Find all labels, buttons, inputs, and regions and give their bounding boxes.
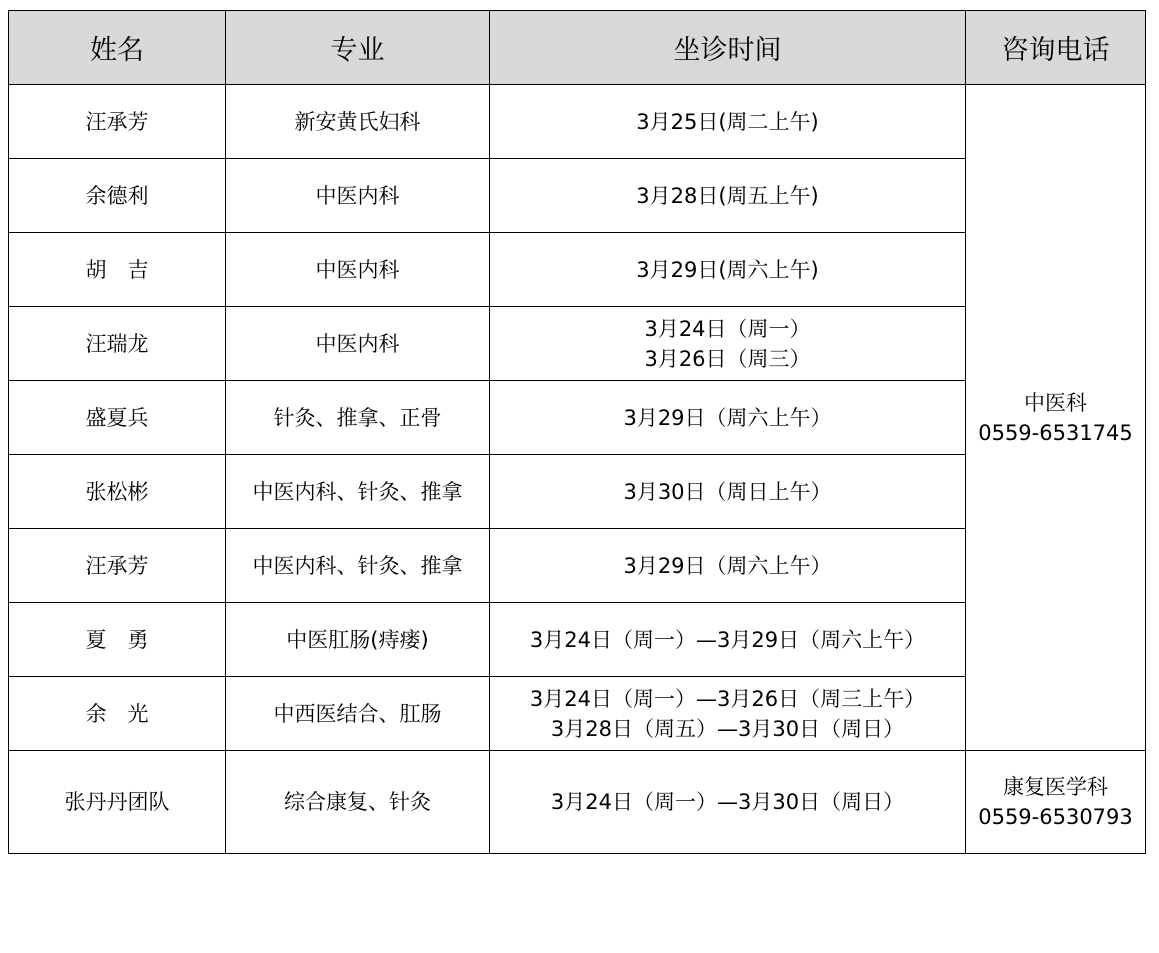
clinic-time [490, 381, 966, 455]
doctor-specialty: 中医内科 [226, 307, 490, 381]
contact-cell-rehab [966, 751, 1146, 854]
clinic-time [490, 529, 966, 603]
doctor-name: 盛夏兵 [9, 381, 226, 455]
table-body [9, 85, 1146, 854]
contact-phone: 0559-6530793 [978, 805, 1133, 829]
doctor-name: 余德利 [9, 159, 226, 233]
table-header [9, 11, 1146, 85]
clinic-time [490, 455, 966, 529]
clinic-time-line: 3月29日（周六上午） [623, 405, 832, 430]
clinic-time-line: 3月28日(周五上午) [636, 183, 819, 208]
doctor-name: 胡 吉 [9, 233, 226, 307]
header-row [9, 11, 1146, 85]
clinic-time [490, 307, 966, 381]
doctor-specialty: 中医肛肠(痔瘘) [226, 603, 490, 677]
clinic-time-line: 3月30日（周日上午） [623, 479, 832, 504]
doctor-specialty: 针灸、推拿、正骨 [226, 381, 490, 455]
doctor-specialty: 中医内科、针灸、推拿 [226, 529, 490, 603]
table-row [9, 85, 1146, 159]
contact-dept: 中医科 [1024, 390, 1087, 415]
clinic-time [490, 159, 966, 233]
clinic-time-line: 3月26日（周三） [644, 346, 811, 371]
doctor-specialty: 综合康复、针灸 [226, 751, 490, 854]
doctor-specialty: 新安黄氏妇科 [226, 85, 490, 159]
header-name: 姓名 [9, 11, 226, 85]
contact-phone: 0559-6531745 [978, 420, 1133, 445]
contact-cell-tcm [966, 85, 1146, 751]
doctor-name: 张松彬 [9, 455, 226, 529]
doctor-name: 汪承芳 [9, 529, 226, 603]
doctor-name: 汪承芳 [9, 85, 226, 159]
clinic-time-line: 3月25日(周二上午) [636, 109, 819, 134]
table-row [9, 751, 1146, 854]
doctor-name: 张丹丹团队 [9, 751, 226, 854]
clinic-time-line: 3月24日（周一）—3月26日（周三上午） [529, 686, 926, 711]
clinic-time [490, 677, 966, 751]
clinic-time-line: 3月24日（周一）—3月29日（周六上午） [529, 627, 926, 652]
header-specialty: 专业 [226, 11, 490, 85]
clinic-time-line: 3月29日(周六上午) [636, 257, 819, 282]
clinic-time [490, 603, 966, 677]
clinic-time-line: 3月24日（周一）—3月30日（周日） [550, 790, 905, 814]
header-time: 坐诊时间 [490, 11, 966, 85]
header-phone: 咨询电话 [966, 11, 1146, 85]
doctor-name: 余 光 [9, 677, 226, 751]
clinic-time [490, 233, 966, 307]
doctor-specialty: 中医内科 [226, 233, 490, 307]
contact-dept: 康复医学科 [1003, 775, 1108, 799]
clinic-time [490, 751, 966, 854]
clinic-time-line: 3月24日（周一） [644, 316, 811, 341]
doctor-specialty: 中医内科、针灸、推拿 [226, 455, 490, 529]
doctor-name: 汪瑞龙 [9, 307, 226, 381]
doctor-specialty: 中医内科 [226, 159, 490, 233]
doctor-specialty: 中西医结合、肛肠 [226, 677, 490, 751]
clinic-time-line: 3月28日（周五）—3月30日（周日） [550, 716, 905, 741]
clinic-time [490, 85, 966, 159]
clinic-time-line: 3月29日（周六上午） [623, 553, 832, 578]
clinic-schedule-table [8, 10, 1146, 854]
doctor-name: 夏 勇 [9, 603, 226, 677]
